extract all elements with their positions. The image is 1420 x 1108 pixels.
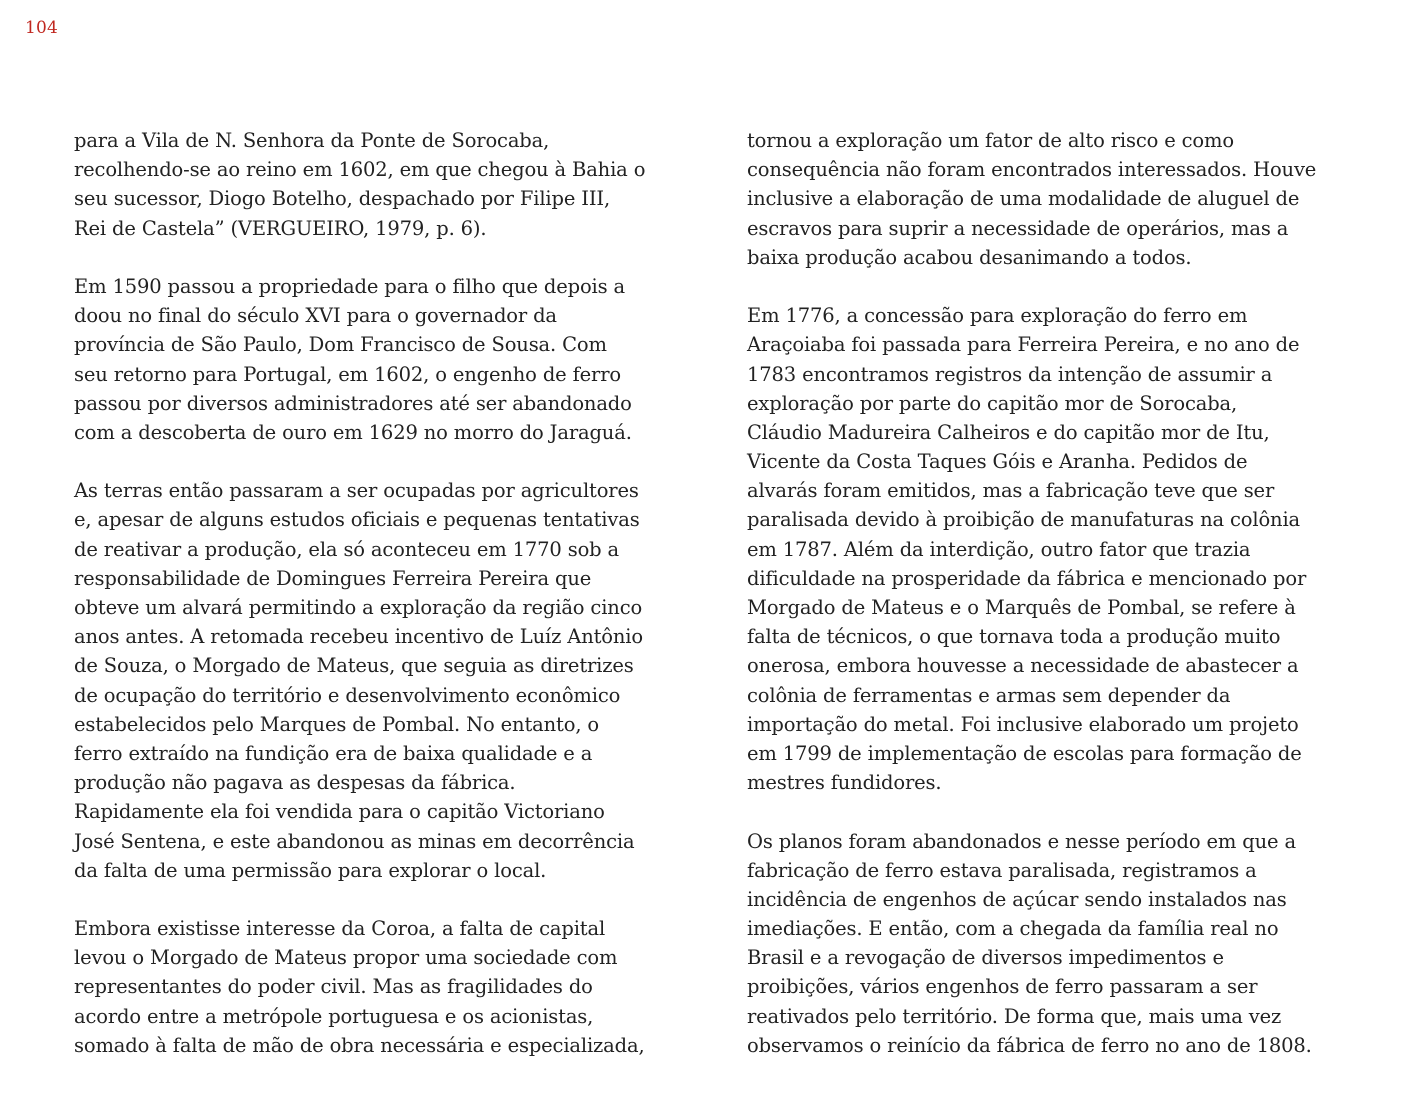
text-line: da falta de uma permissão para explorar o local. xyxy=(74,858,547,882)
text-line: Rei de Castela” (VERGUEIRO, 1979, p. 6). xyxy=(74,216,487,240)
text-line: falta de técnicos, o que tornava toda a produção muito xyxy=(747,625,1281,649)
text-line: Brasil e a revogação de diversos impedimentos e xyxy=(747,946,1224,970)
text-line: recolhendo-se ao reino em 1602, em que chegou à Bahia o xyxy=(74,158,646,182)
text-line: 1783 encontramos registros da intenção de assumir a xyxy=(747,362,1273,386)
text-line: observamos o reinício da fábrica de ferro no ano de 1808. xyxy=(747,1033,1312,1057)
text-line: de reativar a produção, ela só aconteceu em 1770 sob a xyxy=(74,537,620,561)
text-line: acordo entre a metrópole portuguesa e os acionistas, xyxy=(74,1004,594,1028)
text-line: dificuldade na prosperidade da fábrica e mencionado por xyxy=(747,566,1307,590)
text-line: colônia de ferramentas e armas sem depender da xyxy=(747,683,1231,707)
paragraph xyxy=(74,272,694,447)
text-line: baixa produção acabou desanimando a todos. xyxy=(747,245,1192,269)
paragraph xyxy=(74,476,694,885)
text-line: As terras então passaram a ser ocupadas por agricultores xyxy=(74,479,639,503)
paragraph-gap xyxy=(74,885,694,914)
text-line: levou o Morgado de Mateus propor uma sociedade com xyxy=(74,946,618,970)
text-line: em 1799 de implementação de escolas para formação de xyxy=(747,741,1302,765)
text-line: consequência não foram encontrados interessados. Houve xyxy=(747,158,1317,182)
paragraph-gap xyxy=(74,447,694,476)
text-line: Embora existisse interesse da Coroa, a falta de capital xyxy=(74,917,606,941)
text-line: doou no final do século XVI para o governador da xyxy=(74,304,557,328)
text-line: anos antes. A retomada recebeu incentivo de Luíz Antônio xyxy=(74,625,643,649)
text-line: obteve um alvará permitindo a exploração da região cinco xyxy=(74,596,643,619)
text-line: onerosa, embora houvesse a necessidade de abastecer a xyxy=(747,654,1299,678)
paragraph xyxy=(74,126,694,243)
text-line: Araçoiaba foi passada para Ferreira Pereira, e no ano de xyxy=(747,333,1300,357)
text-line: somado à falta de mão de obra necessária e especializada, xyxy=(74,1033,645,1057)
text-line: passou por diversos administradores até ser abandonado xyxy=(74,391,632,415)
text-line: de ocupação do território e desenvolvimento econômico xyxy=(74,683,621,707)
text-line: incidência de engenhos de açúcar sendo instalados nas xyxy=(747,887,1287,911)
text-line: representantes do poder civil. Mas as fragilidades do xyxy=(74,975,593,999)
text-line: em 1787. Além da interdição, outro fator que trazia xyxy=(747,537,1251,561)
text-line: escravos para suprir a necessidade de operários, mas a xyxy=(747,216,1289,240)
text-line: imediações. E então, com a chegada da família real no xyxy=(747,917,1279,941)
right-column xyxy=(747,126,1367,1060)
left-column xyxy=(74,126,694,1060)
paragraph-gap xyxy=(747,797,1367,826)
text-line: de Souza, o Morgado de Mateus, que seguia as diretrizes xyxy=(74,654,634,678)
text-line: reativados pelo território. De forma que, mais uma vez xyxy=(747,1004,1282,1028)
text-line: seu retorno para Portugal, em 1602, o engenho de ferro xyxy=(74,362,621,386)
text-line: Vicente da Costa Taques Góis e Aranha. Pedidos de xyxy=(747,450,1248,474)
text-line: Em 1590 passou a propriedade para o filho que depois a xyxy=(74,274,626,298)
text-line: província de São Paulo, Dom Francisco de Sousa. Com xyxy=(74,333,607,357)
text-line: importação do metal. Foi inclusive elaborado um projeto xyxy=(747,712,1299,736)
text-line: Em 1776, a concessão para exploração do ferro em xyxy=(747,304,1248,328)
text-line: inclusive a elaboração de uma modalidade de aluguel de xyxy=(747,187,1300,211)
text-line: seu sucessor, Diogo Botelho, despachado por Filipe III, xyxy=(74,187,610,211)
text-line: paralisada devido à proibição de manufaturas na colônia xyxy=(747,508,1301,532)
text-line: tornou a exploração um fator de alto risco e como xyxy=(747,129,1234,152)
text-line: proibições, vários engenhos de ferro passaram a ser xyxy=(747,975,1258,999)
paragraph xyxy=(747,301,1367,797)
text-line: ferro extraído na fundição era de baixa qualidade e a xyxy=(74,741,593,765)
text-line: mestres fundidores. xyxy=(747,771,942,795)
paragraph-gap xyxy=(74,243,694,272)
text-line: para a Vila de N. Senhora da Ponte de Sorocaba, xyxy=(74,129,550,152)
text-line: produção não pagava as despesas da fábrica. xyxy=(74,771,516,795)
text-line: Morgado de Mateus e o Marquês de Pombal, se refere à xyxy=(747,596,1296,619)
text-line: Rapidamente ela foi vendida para o capitão Victoriano xyxy=(74,800,605,824)
text-line: alvarás foram emitidos, mas a fabricação teve que ser xyxy=(747,479,1275,503)
paragraph-gap xyxy=(747,272,1367,301)
text-line: e, apesar de alguns estudos oficiais e pequenas tentativas xyxy=(74,508,640,532)
text-line: fabricação de ferro estava paralisada, registramos a xyxy=(747,858,1257,882)
text-line: Cláudio Madureira Calheiros e do capitão mor de Itu, xyxy=(747,420,1270,444)
paragraph xyxy=(747,126,1367,272)
text-line: exploração por parte do capitão mor de Sorocaba, xyxy=(747,391,1238,415)
page-number: 104 xyxy=(25,18,59,38)
text-line: com a descoberta de ouro em 1629 no morro do Jaraguá. xyxy=(74,420,632,444)
text-line: responsabilidade de Domingues Ferreira Pereira que xyxy=(74,566,592,590)
text-line: estabelecidos pelo Marques de Pombal. No entanto, o xyxy=(74,712,600,736)
paragraph xyxy=(747,827,1367,1061)
text-line: Os planos foram abandonados e nesse período em que a xyxy=(747,829,1296,853)
text-line: José Sentena, e este abandonou as minas em decorrência xyxy=(74,829,635,853)
paragraph xyxy=(74,914,694,1060)
